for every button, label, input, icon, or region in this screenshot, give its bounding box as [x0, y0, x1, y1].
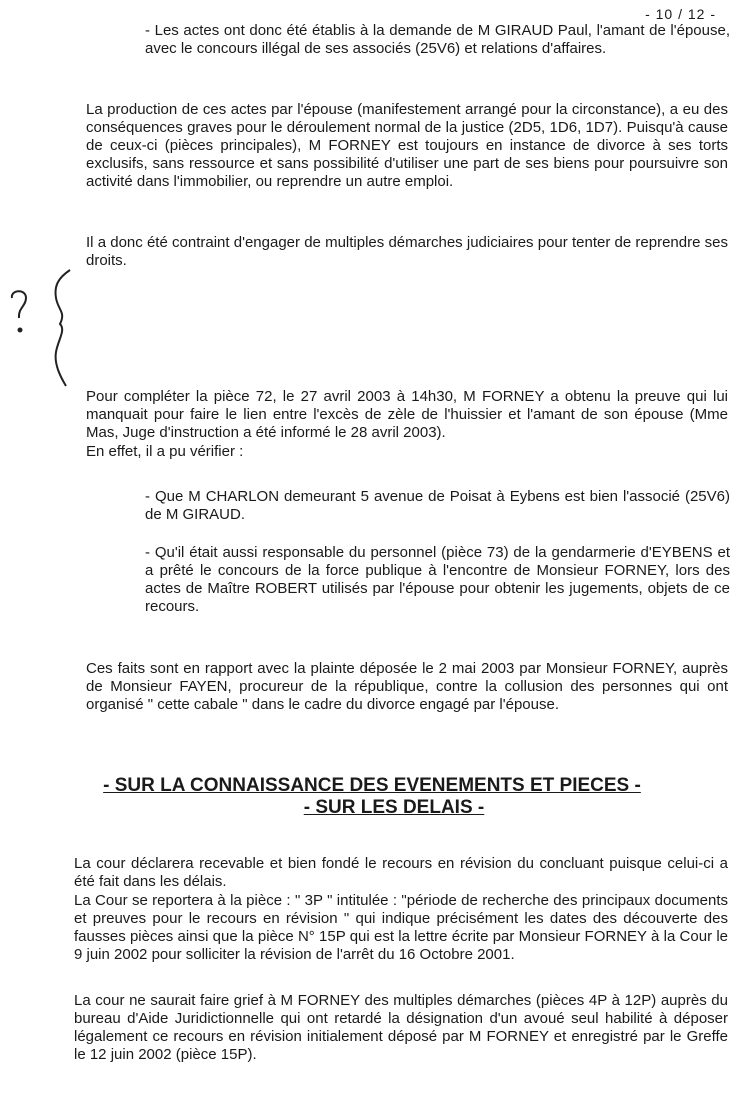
- paragraph-production-actes: La production de ces actes par l'épouse (manifestement arrangé pour la circonstance), a eu des conséquences graves pour le déroulement normal de la justice (2D5, 1D6, 1D7). Puisqu'à cause de ceux-ci (pièces principales), M FORNEY est toujours en instance de divorce à ses torts exclusifs, sans ressource et sans possibilité d'utiliser une part de ses biens pour poursuivre son activité dans l'immobilier, ou reprendre un autre emploi.: [86, 101, 728, 190]
- page-number: - 10 / 12 -: [645, 6, 716, 22]
- handwritten-question-mark-bracket: [4, 268, 74, 388]
- paragraph-en-effet: En effet, il a pu vérifier :: [86, 443, 244, 460]
- paragraph-cour-declarera: La cour déclarera recevable et bien fondé le recours en révision du concluant puisque celui-ci a été fait dans les délais.: [74, 855, 728, 890]
- bullet-actes-etablis: - Les actes ont donc été établis à la demande de M GIRAUD Paul, l'amant de l'épouse, avec le concours illégal de ses associés (25V6) et relations d'affaires.: [145, 22, 730, 57]
- paragraph-cour-grief: La cour ne saurait faire grief à M FORNEY des multiples démarches (pièces 4P à 12P) auprès du bureau d'Aide Juridictionnelle qui ont retardé la désignation d'un avoué seul habilité à déposer légalement ce recours en révision initialement déposé par M FORNEY et enregistré par le Greffe le 12 juin 2002 (pièce 15P).: [74, 992, 728, 1063]
- paragraph-faits: Ces faits sont en rapport avec la plainte déposée le 2 mai 2003 par Monsieur FORNEY, auprès de Monsieur FAYEN, procureur de la république, contre la collusion des personnes qui ont organisé " cette cabale " dans le cadre du divorce engagé par l'épouse.: [86, 660, 728, 713]
- heading-connaissance: - SUR LA CONNAISSANCE DES EVENEMENTS ET PIECES -: [103, 775, 641, 796]
- heading-delais: - SUR LES DELAIS -: [303, 797, 485, 818]
- bullet-charlon: - Que M CHARLON demeurant 5 avenue de Poisat à Eybens est bien l'associé (25V6) de M GIRAUD.: [145, 488, 730, 523]
- paragraph-cour-reportera: La Cour se reportera à la pièce : " 3P " intitulée : "période de recherche des principaux documents et preuves pour le recours en révision " qui indique précisément les dates des découverte des fausses pièces ainsi que la pièce N° 15P qui est la lettre écrite par Monsieur FORNEY à la Cour le 9 juin 2002 pour solliciter la révision de l'arrêt du 16 Octobre 2001.: [74, 892, 728, 963]
- paragraph-contraint: Il a donc été contraint d'engager de multiples démarches judiciaires pour tenter de reprendre ses droits.: [86, 234, 728, 269]
- bullet-responsable: - Qu'il était aussi responsable du personnel (pièce 73) de la gendarmerie d'EYBENS et a prêté le concours de la force publique à l'encontre de Monsieur FORNEY, lors des actes de Maître ROBERT utilisés par l'épouse pour obtenir les jugements, objets de ce recours.: [145, 544, 730, 615]
- paragraph-completer-piece: Pour compléter la pièce 72, le 27 avril 2003 à 14h30, M FORNEY a obtenu la preuve qui lui manquait pour faire le lien entre l'excès de zèle de l'huissier et l'amant de son épouse (Mme Mas, Juge d'instruction a été informé le 28 avril 2003).: [86, 388, 728, 441]
